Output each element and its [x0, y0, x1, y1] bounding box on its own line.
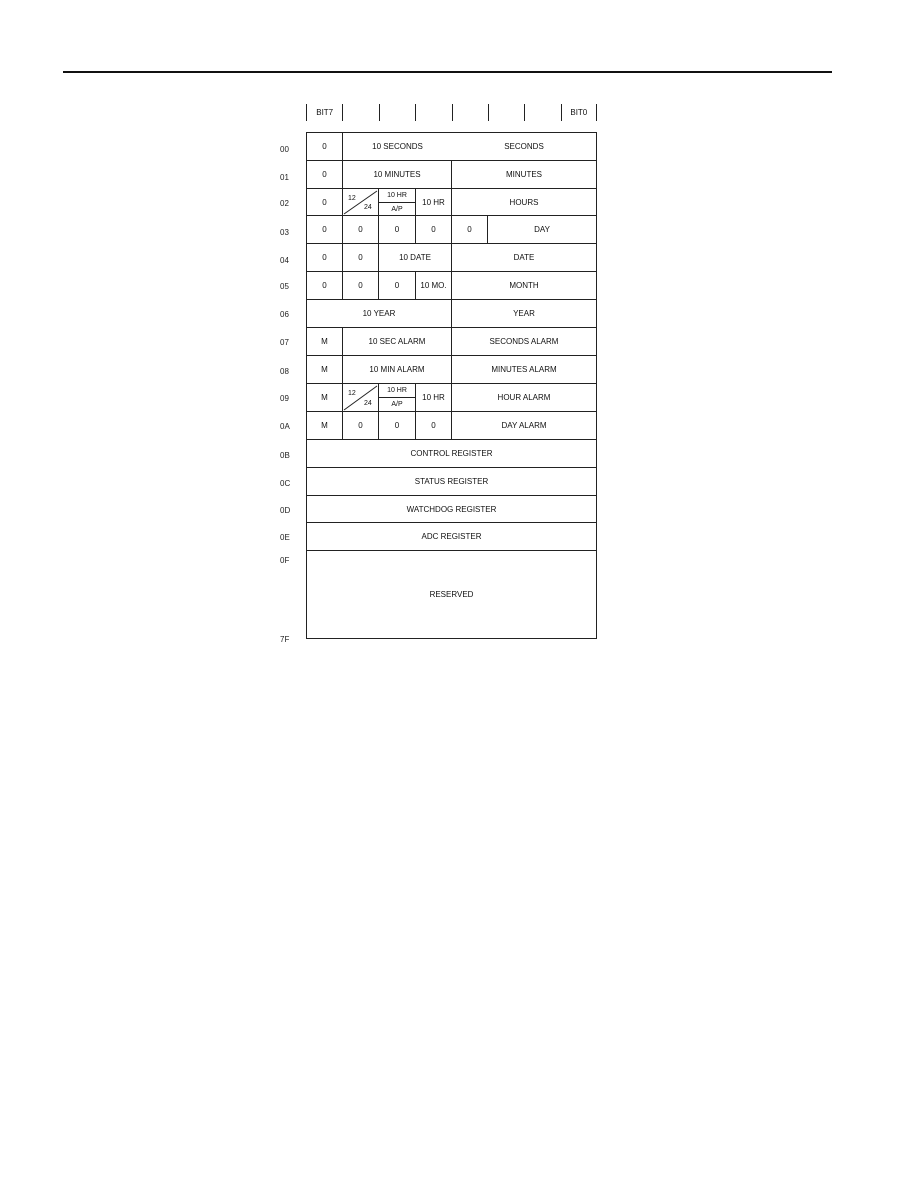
- cell-09-hour-alarm: HOUR ALARM: [452, 384, 596, 412]
- cell-09-10hr-ap: [379, 384, 416, 412]
- address-7F: 7F: [280, 635, 290, 644]
- cell-09-12-24: [343, 384, 379, 412]
- cell-07-seconds-alarm: SECONDS ALARM: [452, 328, 596, 356]
- cell-0B-control-register: CONTROL REGISTER: [307, 440, 596, 468]
- cell-0E-adc-register: ADC REGISTER: [307, 523, 596, 551]
- bit-4-label: [415, 104, 451, 121]
- cell-03-day: DAY: [488, 216, 596, 244]
- cell-01-10-minutes: 10 MINUTES: [343, 161, 452, 189]
- label-am-pm: A/P: [391, 205, 403, 213]
- label-10-hr: 10 HR: [379, 189, 415, 203]
- cell-0D-watchdog-register: WATCHDOG REGISTER: [307, 496, 596, 523]
- address-07: 07: [280, 338, 289, 347]
- address-04: 04: [280, 256, 289, 265]
- bit-header: [306, 104, 597, 121]
- cell-04-10-date: 10 DATE: [379, 244, 452, 272]
- bit-2-label: [488, 104, 524, 121]
- cell-08-minutes-alarm: MINUTES ALARM: [452, 356, 596, 384]
- cell-04-date: DATE: [452, 244, 596, 272]
- cell-02-10-hr: 10 HR: [416, 189, 452, 216]
- cell-03-bit4: 0: [416, 216, 452, 244]
- cell-07-mask: M: [307, 328, 343, 356]
- bit-1-label: [524, 104, 560, 121]
- label-am-pm: A/P: [391, 400, 403, 408]
- bit-3-label: [452, 104, 488, 121]
- cell-03-bit6: 0: [343, 216, 379, 244]
- page-top-rule: [63, 71, 832, 73]
- label-12: 12: [348, 390, 356, 397]
- cell-0A-day-alarm: DAY ALARM: [452, 412, 596, 440]
- address-0E: 0E: [280, 533, 290, 542]
- bit-5-label: [379, 104, 415, 121]
- cell-0A-mask: M: [307, 412, 343, 440]
- address-05: 05: [280, 282, 289, 291]
- label-24: 24: [364, 400, 372, 407]
- cell-05-bit7: 0: [307, 272, 343, 300]
- address-03: 03: [280, 228, 289, 237]
- cell-05-bit5: 0: [379, 272, 416, 300]
- cell-04-bit7: 0: [307, 244, 343, 272]
- address-09: 09: [280, 394, 289, 403]
- cell-05-10-mo: 10 MO.: [416, 272, 452, 300]
- bit-6-label: [342, 104, 378, 121]
- cell-02-hours: HOURS: [452, 189, 596, 216]
- bit-0-label: BIT0: [561, 104, 597, 121]
- cell-0A-bit6: 0: [343, 412, 379, 440]
- address-0D: 0D: [280, 506, 291, 515]
- label-10-hr: 10 HR: [379, 384, 415, 398]
- address-08: 08: [280, 367, 289, 376]
- cell-0A-bit5: 0: [379, 412, 416, 440]
- cell-01-minutes: MINUTES: [452, 161, 596, 189]
- address-00: 00: [280, 145, 289, 154]
- diagonal-divider: [343, 189, 379, 216]
- cell-00-10-seconds: 10 SECONDS: [343, 133, 452, 161]
- cell-03-bit5: 0: [379, 216, 416, 244]
- cell-0C-status-register: STATUS REGISTER: [307, 468, 596, 496]
- cell-05-month: MONTH: [452, 272, 596, 300]
- cell-00-seconds: SECONDS: [452, 133, 596, 161]
- address-02: 02: [280, 199, 289, 208]
- cell-04-bit6: 0: [343, 244, 379, 272]
- cell-01-bit7: 0: [307, 161, 343, 189]
- cell-06-10-year: 10 YEAR: [307, 300, 452, 328]
- address-0B: 0B: [280, 451, 290, 460]
- cell-02-bit7: 0: [307, 189, 343, 216]
- diagonal-divider: [343, 384, 379, 412]
- cell-02-10hr-ap: [379, 189, 416, 216]
- address-0C: 0C: [280, 479, 291, 488]
- cell-03-bit3: 0: [452, 216, 488, 244]
- address-06: 06: [280, 310, 289, 319]
- register-map: [306, 132, 597, 639]
- cell-08-10-min-alarm: 10 MIN ALARM: [343, 356, 452, 384]
- label-24: 24: [364, 204, 372, 211]
- cell-0A-bit4: 0: [416, 412, 452, 440]
- address-0F: 0F: [280, 556, 290, 565]
- cell-09-mask: M: [307, 384, 343, 412]
- cell-0F-7F-reserved: RESERVED: [429, 590, 474, 599]
- cell-05-bit6: 0: [343, 272, 379, 300]
- cell-03-bit7: 0: [307, 216, 343, 244]
- address-01: 01: [280, 173, 289, 182]
- cell-07-10-sec-alarm: 10 SEC ALARM: [343, 328, 452, 356]
- bit-7-label: BIT7: [306, 104, 342, 121]
- cell-02-12-24: [343, 189, 379, 216]
- cell-06-year: YEAR: [452, 300, 596, 328]
- cell-08-mask: M: [307, 356, 343, 384]
- address-0A: 0A: [280, 422, 290, 431]
- cell-00-bit7: 0: [307, 133, 343, 161]
- label-12: 12: [348, 195, 356, 202]
- cell-09-10-hr: 10 HR: [416, 384, 452, 412]
